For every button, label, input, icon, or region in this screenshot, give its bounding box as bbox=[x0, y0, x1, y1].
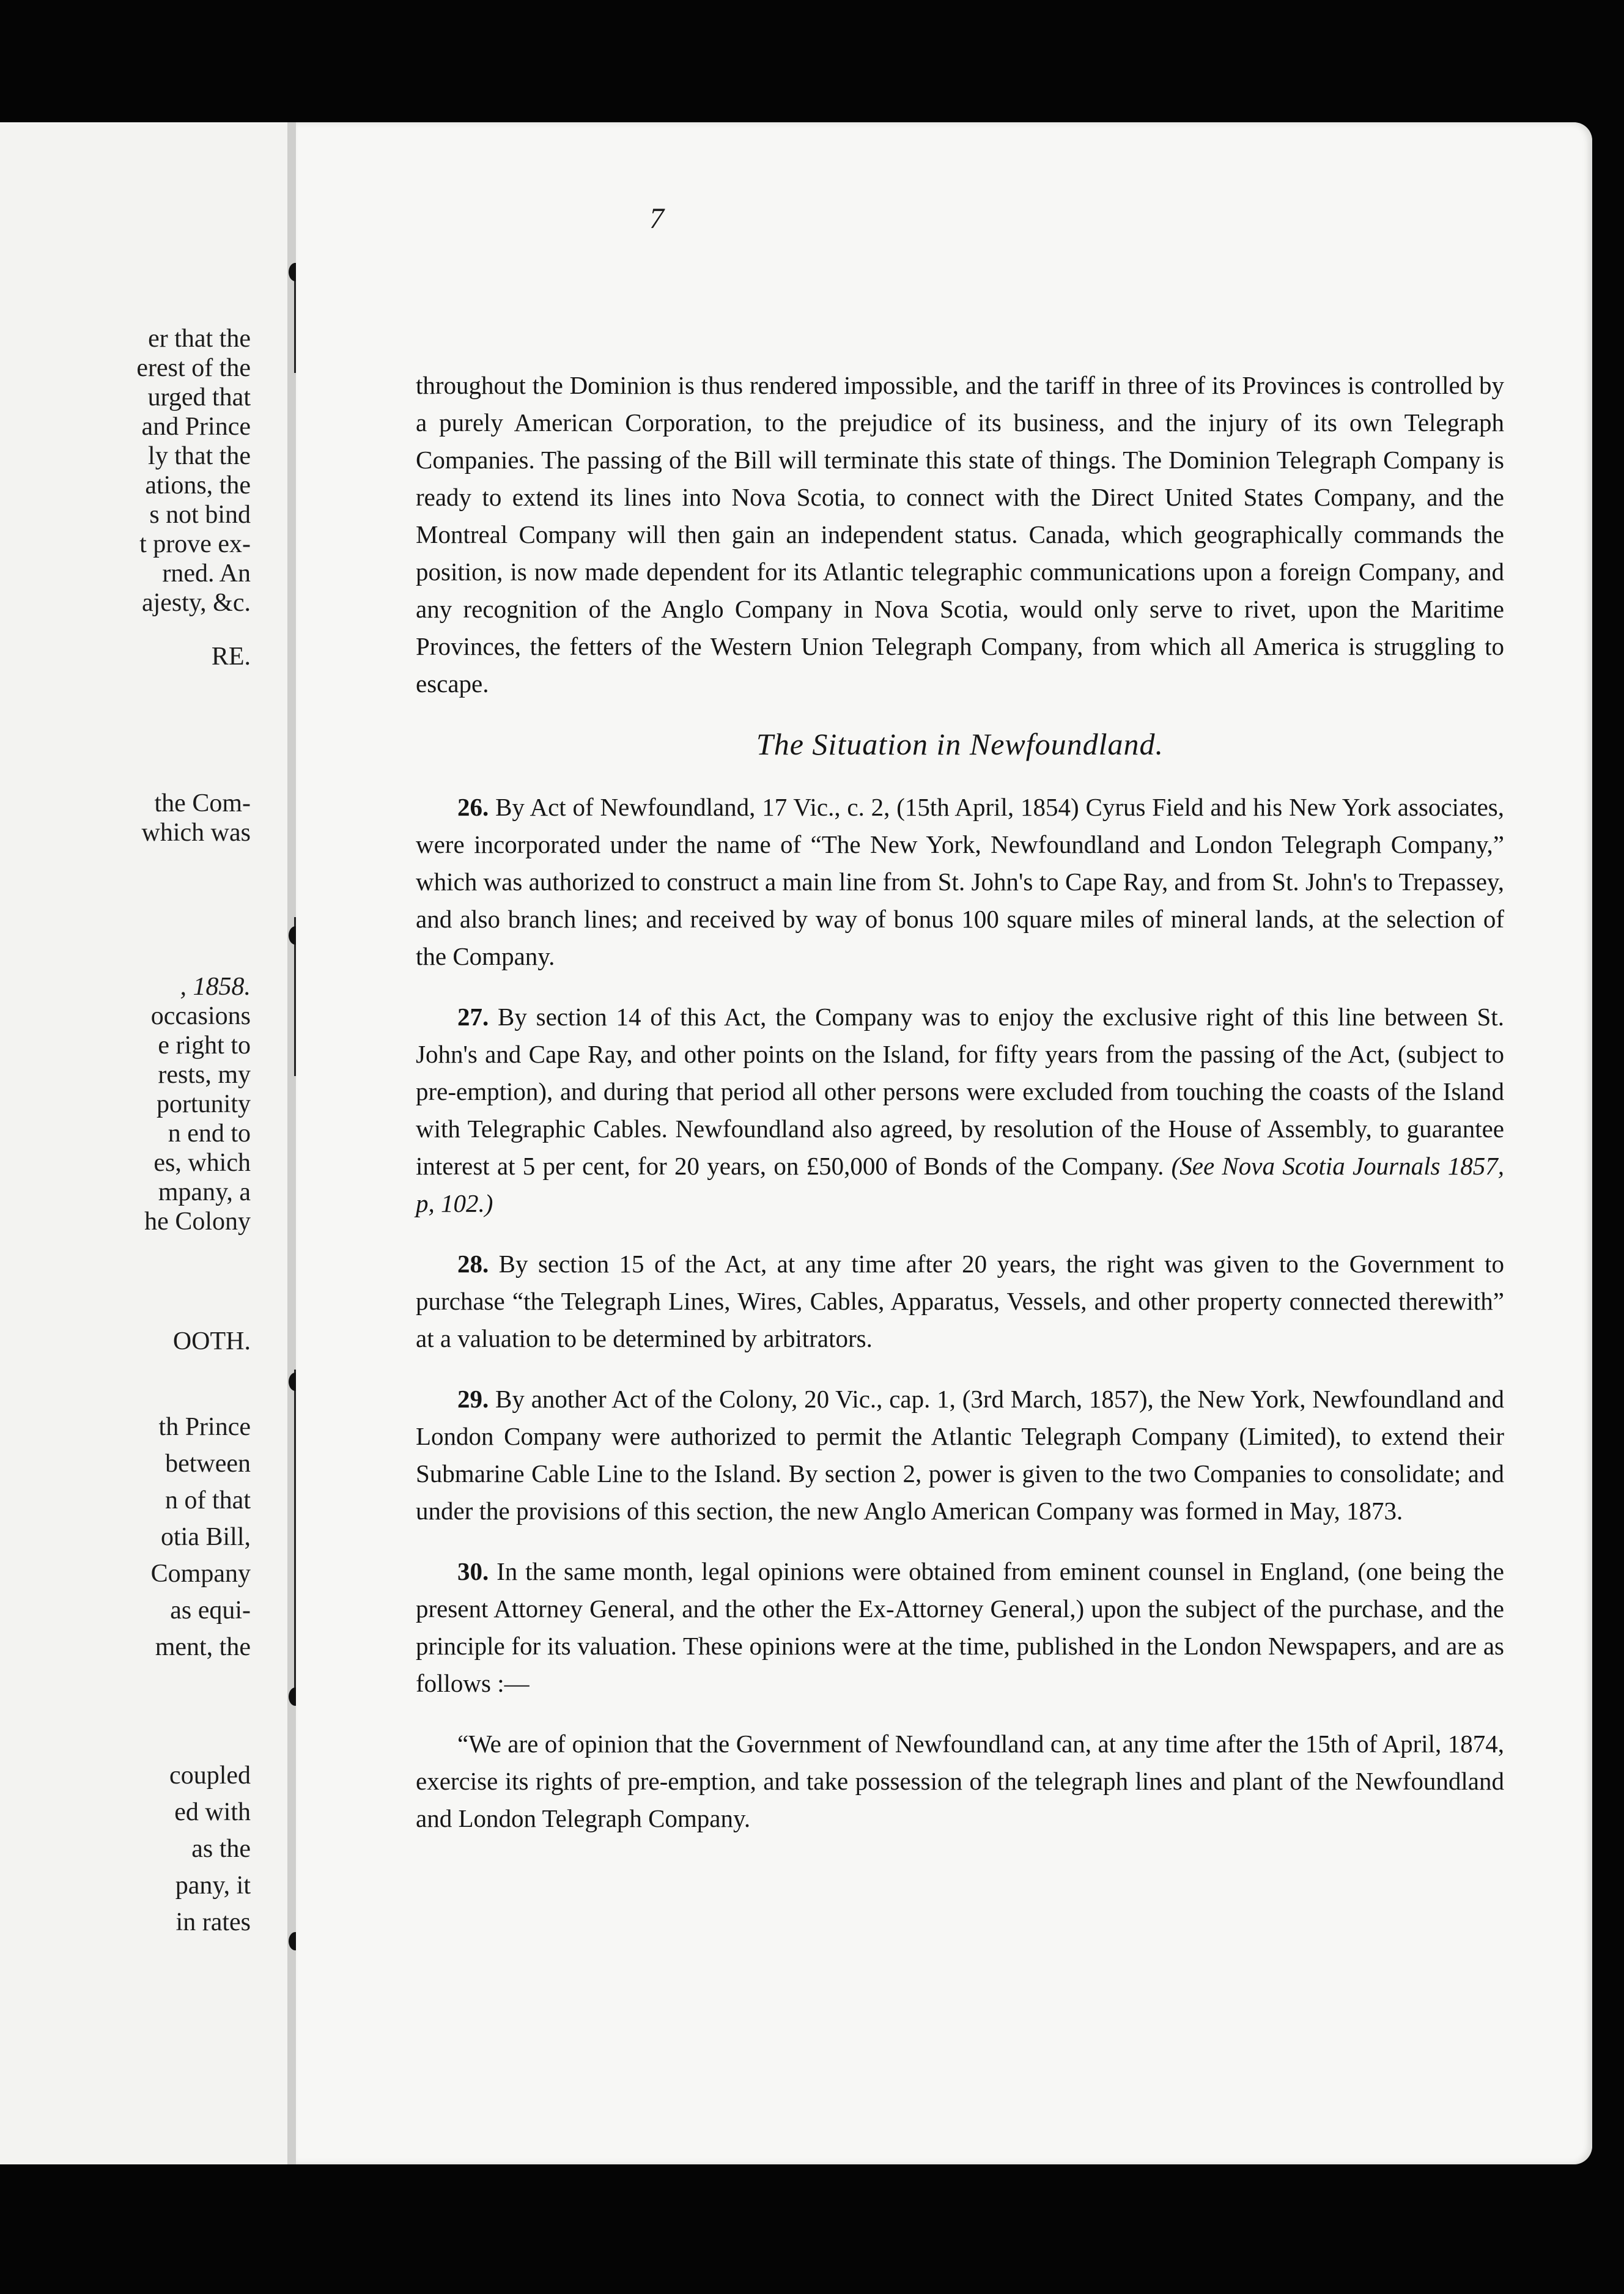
left-page-line: ly that the bbox=[148, 442, 251, 470]
paragraph-text: By another Act of the Colony, 20 Vic., cap. 1, (3rd March, 1857), the New York, Newfoundland and London Company were authorized to permit the Atlantic Telegraph Company (Limited), to extend their Submarine Cable Line to the Island. By section 2, power is given to the two Companies to consolidate; and under the provisions of this section, the new Anglo American Company was formed in May, 1873. bbox=[416, 1385, 1504, 1525]
left-page-line: th Prince bbox=[158, 1413, 251, 1441]
left-facing-page bbox=[0, 122, 289, 2164]
left-page-line: he Colony bbox=[144, 1208, 251, 1236]
left-page-line: and Prince bbox=[141, 413, 251, 441]
left-page-line: e right to bbox=[158, 1031, 251, 1060]
intro-paragraph: throughout the Dominion is thus rendered impossible, and the tariff in three of its Provinces is controlled by a purely American Corporation, to the prejudice of its business, and the injury of its own Telegraph Companies. The passing of the Bill will terminate this state of things. The Dominion Telegraph Company is ready to extend its lines into Nova Scotia, to connect with the Direct United States Company, and the Montreal Company will then gain an independent status. Canada, which geographically commands the position, is now made dependent for its Atlantic telegraphic communications upon a foreign Company, and any recognition of the Anglo Company in Nova Scotia, would only serve to rivet, upon the Maritime Provinces, the fetters of the Western Union Telegraph Company, from which all America is struggling to escape. bbox=[416, 371, 1504, 698]
legal-opinion-quote: “We are of opinion that the Government of Newfoundland can, at any time after the 15th of April, 1874, exercise its rights of pre-emption, and take possession of the telegraph lines and plant of the Newfoundland and London Telegraph Company. bbox=[416, 1730, 1504, 1832]
left-page-line: erest of the bbox=[136, 354, 251, 382]
left-page-line: ed with bbox=[174, 1798, 251, 1826]
left-page-line: pany, it bbox=[175, 1872, 251, 1900]
left-page-line: as the bbox=[191, 1835, 251, 1863]
paragraph-number: 30. bbox=[457, 1557, 489, 1585]
paragraph-number: 27. bbox=[457, 1003, 489, 1031]
left-page-line: n end to bbox=[168, 1119, 251, 1148]
paragraph-26 bbox=[416, 789, 1504, 975]
left-page-line: as equi- bbox=[170, 1596, 251, 1625]
paragraph-number: 29. bbox=[457, 1385, 489, 1413]
paragraph-28 bbox=[416, 1245, 1504, 1357]
left-page-line: which was bbox=[141, 819, 251, 847]
paragraph-27 bbox=[416, 998, 1504, 1222]
left-page-line: n of that bbox=[165, 1486, 251, 1514]
left-page-line: coupled bbox=[169, 1761, 251, 1790]
journal-reference: (See Nova Scotia Journals 1857, p, 102.) bbox=[416, 1152, 1504, 1217]
left-page-line: RE. bbox=[211, 643, 251, 671]
left-page-line: s not bind bbox=[149, 501, 251, 529]
paragraph-text: In the same month, legal opinions were obtained from eminent counsel in England, (one being the present Attorney General, and the other the Ex-Attorney General,) upon the subject of the purchase, and the principle for its valuation. These opinions were at the time, published in the London Newspapers, and are as follows :— bbox=[416, 1557, 1504, 1697]
paragraph-text: By section 15 of the Act, at any time after 20 years, the right was given to the Government to purchase “the Telegraph Lines, Wires, Cables, Apparatus, Vessels, and other property connected therewith” at a valuation to be determined by arbitrators. bbox=[416, 1250, 1504, 1352]
left-page-line: t prove ex- bbox=[139, 530, 251, 558]
left-page-line: urged that bbox=[147, 383, 251, 411]
section-heading: The Situation in Newfoundland. bbox=[756, 727, 1164, 761]
page-number: 7 bbox=[649, 202, 664, 235]
left-page-line: in rates bbox=[175, 1908, 251, 1936]
left-page-line: portunity bbox=[157, 1090, 251, 1118]
left-page-line: Company bbox=[150, 1560, 251, 1588]
left-page-line: ment, the bbox=[155, 1633, 251, 1661]
left-page-line: OOTH. bbox=[172, 1327, 251, 1355]
paragraph-30 bbox=[416, 1553, 1504, 1702]
left-page-line: , 1858. bbox=[180, 973, 251, 1001]
left-page-line: the Com- bbox=[154, 789, 251, 817]
paragraph-29 bbox=[416, 1381, 1504, 1530]
paragraph-text: By section 14 of this Act, the Company was to enjoy the exclusive right of this line between St. John's and Cape Ray, and other points on the Island, for fifty years from the passing of the Act, (subject to pre-emption), and during that period all other persons were excluded from touching the coasts of the Island with Telegraphic Cables. Newfoundland also agreed, by resolution of the House of Assembly, to guarantee interest at 5 per cent, for 20 years, on £50,000 of Bonds of the Company. bbox=[416, 1003, 1504, 1180]
body-text bbox=[416, 367, 1504, 1861]
left-page-line: ations, the bbox=[145, 471, 251, 500]
left-page-line: mpany, a bbox=[158, 1178, 251, 1206]
binding-gutter bbox=[287, 122, 296, 2164]
left-page-line: between bbox=[165, 1450, 251, 1478]
left-page-line: es, which bbox=[153, 1149, 251, 1177]
left-page-line: occasions bbox=[150, 1002, 251, 1030]
left-page-line: ajesty, &c. bbox=[141, 589, 251, 617]
left-page-line: rests, my bbox=[158, 1061, 251, 1089]
left-page-line: otia Bill, bbox=[161, 1523, 251, 1551]
left-page-line: rned. An bbox=[162, 559, 251, 588]
paragraph-number: 28. bbox=[457, 1250, 489, 1278]
left-page-line: er that the bbox=[148, 325, 251, 353]
paragraph-number: 26. bbox=[457, 793, 489, 821]
paragraph-text: By Act of Newfoundland, 17 Vic., c. 2, (15th April, 1854) Cyrus Field and his New York associates, were incorporated under the name of “The New York, Newfoundland and London Telegraph Company,” which was authorized to construct a main line from St. John's to Cape Ray, and from St. John's to Trepassey, and also branch lines; and received by way of bonus 100 square miles of mineral lands, at the selection of the Company. bbox=[416, 793, 1504, 970]
